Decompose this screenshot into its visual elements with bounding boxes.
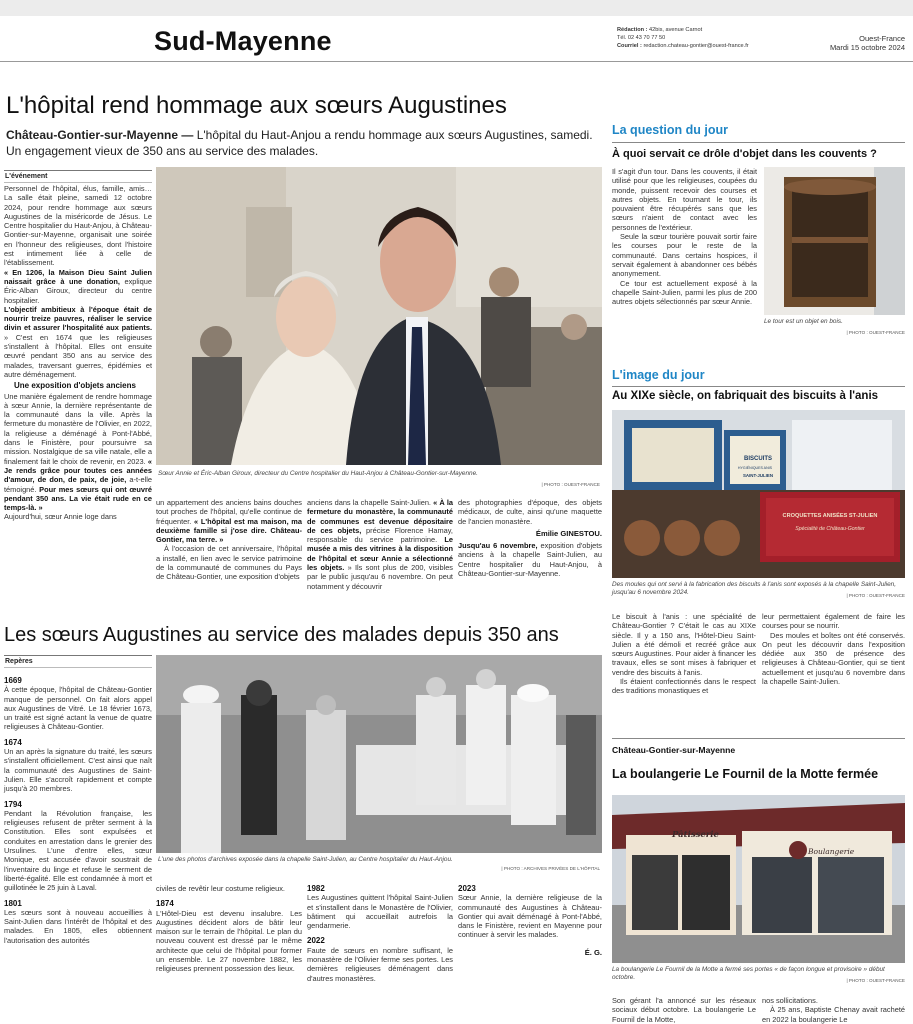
- article-1-p2: explique Éric-Alban Giroux, directeur du centre hospitalier.: [4, 276, 152, 305]
- year-1874: 1874: [156, 899, 174, 909]
- text-1874: L'Hôtel-Dieu est devenu insalubre. Les Augustines décident alors de bâtir leur maison sur le terrain de l'hôpital. Le plan du nouveau couvent est dressé par le même architecte que celui de l'hôpital pour former un ensemble. Le 27 novembre 1882, les religieuses prennent possession des lieux.: [156, 908, 302, 974]
- article-1-p5: Aujourd'hui, sœur Annie loge dans: [4, 512, 117, 522]
- boulangerie-p3: À 25 ans, Baptiste Chenay avait racheté en 2022 la boulangerie Le: [762, 1005, 905, 1024]
- image-title: Au XIXe siècle, on fabriquait des biscuits à l'anis: [612, 390, 879, 402]
- year-1982: 1982: [307, 884, 325, 893]
- image-rule: [612, 386, 905, 387]
- article-1-subhead: Une exposition d'objets anciens: [14, 381, 136, 391]
- box-label-saint-julien: SAINT-JULIEN: [742, 473, 773, 478]
- question-text: [612, 167, 757, 306]
- top-band: [0, 0, 913, 16]
- box-label-biscuits: BISCUITS: [743, 456, 772, 462]
- article-1-c4-p2: exposition d'objets anciens à la chapelle Saint-Julien, au Centre hospitalier du Haut-Anjou, à Château-Gontier-sur-Mayenne.: [458, 541, 602, 579]
- biscuit-credit: | PHOTO : OUEST-FRANCE: [846, 593, 905, 598]
- article-2-col-3: [307, 878, 453, 983]
- publication-info: [830, 34, 905, 52]
- main-photo: [156, 167, 602, 465]
- question-kicker: La question du jour: [612, 123, 728, 137]
- archive-illustration: [156, 655, 602, 853]
- year-1801: 1801: [4, 898, 22, 908]
- article-1-quote-4: Pour mes sœurs qui ont œuvré pendant 350 ans. La vie était rude en ce temps-là. »: [4, 484, 153, 513]
- text-2022: Faute de sœurs en nombre suffisant, le monastère de l'Olivier ferme ses portes. Les dernières religieuses déménagent dans d'autres monastères.: [307, 945, 453, 983]
- article-1-title: L'hôpital rend hommage aux sœurs Augustines: [6, 92, 507, 119]
- image-p1: Le biscuit à l'anis : une spécialité de Château-Gontier ? C'était le cas au XIXe siècle. Il y a 150 ans, l'Hôtel-Dieu Saint-Julien a été démoli et recréé grâce aux sœurs Augustines. Pour aider à financer les travaux, elles se sont mises à fabriquer et vendre des biscuits à l'anis.: [612, 612, 756, 677]
- redaction-address: 42bis, avenue Carnot: [649, 27, 703, 33]
- biscuit-illustration: [612, 410, 905, 578]
- masthead: [0, 16, 913, 62]
- article-1-col-4: [458, 498, 602, 578]
- biscuit-caption: Des moules qui ont servi à la fabrication des biscuits à l'anis sont exposés à la chapelle Saint-Julien, jusqu'au 6 novembre 2024.: [612, 581, 896, 596]
- text-1674: Un an après la signature du traité, les sœurs s'installent officiellement. C'est ainsi que naît la communauté des Augustines de Saint-Julien. Elle s'accroît rapidement et compte jusqu'à 20 membres.: [4, 747, 152, 794]
- boulangerie-title: La boulangerie Le Fournil de la Motte fermée: [612, 767, 879, 781]
- question-photo: [764, 167, 905, 315]
- text-1982: Les Augustines quittent l'hôpital Saint-Julien et s'installent dans le Monastère de l'Olivier, bâtiment qui accueillait autrefois la gendarmerie.: [307, 893, 453, 931]
- image-p3: leur permettaient également de faire les courses pour se nourrir.: [762, 612, 905, 631]
- article-1-c3-p2: précise Florence Hamay, responsable du service patrimoine.: [307, 525, 453, 545]
- box-label-croquettes: CROQUETTES ANISÉES ST-JULIEN: [782, 513, 878, 519]
- article-2-title: Les sœurs Augustines au service des malades depuis 350 ans: [4, 624, 559, 646]
- article-1-col-2: [156, 498, 302, 582]
- year-1674: 1674: [4, 737, 22, 747]
- archive-photo: [156, 655, 602, 853]
- text-1801: Les sœurs sont à nouveau accueillies à Saint-Julien dans l'intérêt de l'hôpital et des malades. En 1805, elles obtiennent l'autorisation des autorités: [4, 907, 152, 945]
- article-1-quote-1: « En 1206, la Maison Dieu Saint Julien naissait grâce à une donation,: [4, 267, 152, 286]
- tour-illustration: [764, 167, 905, 315]
- archive-caption: L'une des photos d'archives exposée dans la chapelle Saint-Julien, au Centre hospitalier du Haut-Anjou.: [158, 856, 453, 863]
- publication-date: Mardi 15 octobre 2024: [829, 43, 905, 52]
- question-credit: | PHOTO : OUEST-FRANCE: [846, 330, 905, 335]
- boulangerie-col-2: [762, 996, 905, 1024]
- main-photo-caption: Sœur Annie et Éric-Alban Giroux, directeur du Centre hospitalier du Haut-Anjou à Château-Gontier-sur-Mayenne.: [158, 470, 478, 477]
- biscuit-photo: [612, 410, 905, 578]
- boulangerie-photo: [612, 795, 905, 963]
- boulangerie-kicker: Château-Gontier-sur-Mayenne: [612, 745, 736, 755]
- article-1-c3-p1: anciens dans la chapelle Saint-Julien.: [307, 498, 431, 507]
- contact-email: redaction.chateau-gontier@ouest-france.fr: [643, 43, 749, 49]
- text-1794: Pendant la Révolution française, les religieuses refusent de prêter serment à la Constitution. Elles sont expulsées et conduites en arrestation dans le grenier des Ursulines. L'une d'entre elles, sœur Monique, est accusée d'avoir soustrait de l'inventaire du linge et refuse le serment de liberté-égalité. Elle est condamnée à mort et guillotinée le 25 juin à Laval.: [4, 808, 152, 893]
- article-2-col-4: [458, 878, 602, 957]
- article-1-quote-2: L'objectif ambitieux à l'époque était de nourrir treize pauvres, réaliser le service divin et assurer l'hospitalité aux patients.: [4, 304, 152, 333]
- boulangerie-col-1: [612, 996, 756, 1024]
- reperes-label: Repères: [4, 655, 152, 668]
- text-1669: À cette époque, l'hôpital de Château-Gontier manque de personnel. On fait alors appel aux Augustines de Vitré. Le 18 février 1673, un traité est signé actant la venue de quatre religieuses à Château-Gontier.: [4, 685, 152, 732]
- boulangerie-p1: Son gérant l'a annoncé sur les réseaux sociaux début octobre. La boulangerie Le Fournil de la Motte,: [612, 996, 756, 1024]
- article-1-signature: Émilie GINESTOU.: [535, 528, 602, 538]
- contact-block: [617, 26, 749, 50]
- article-1-c3-quote-1: « À la fermeture du monastère, la communauté de communes est devenue dépositaire de ces objets,: [307, 498, 453, 535]
- boulangerie-p2: nos sollicitations.: [762, 996, 818, 1005]
- image-p2: Ils étaient confectionnés dans le respect des traditions monastiques et: [612, 677, 756, 696]
- courriel-label: Courriel :: [617, 43, 642, 49]
- article-1-p3: » C'est en 1674 que les religieuses s'installent à l'hôpital. Elles ont ensuite œuvré pendant 350 ans au service des malades, traversant guerres, épidémies et autre déménagement.: [4, 332, 152, 379]
- article-2-signature: É. G.: [584, 947, 602, 957]
- masthead-rule: [0, 61, 913, 62]
- sign-patisserie: Pâtisserie: [672, 830, 719, 840]
- archive-credit: | PHOTO : ARCHIVES PRIVÉES DE L'HÔPITAL: [501, 866, 600, 871]
- article-1-c3-quote-2: Le musée a mis des vitrines à la disposition de l'hôpital et sœur Annie a sélectionné les objets.: [307, 535, 453, 573]
- question-p3: Ce tour est actuellement exposé à la chapelle Saint-Julien, parmi les plus de 200 autres objets sélectionnés par sœur Annie.: [612, 278, 757, 307]
- article-1-quote-3: « Je rends grâce pour toutes ces années d'amour, de don, de paix, de joie,: [4, 456, 152, 485]
- article-2-col-1: [4, 670, 152, 945]
- boulangerie-credit: | PHOTO : OUEST-FRANCE: [846, 978, 905, 983]
- year-1794: 1794: [4, 799, 22, 809]
- article-1-col-1: [4, 184, 152, 522]
- section-name: Sud-Mayenne: [154, 26, 332, 56]
- text-1801-continued: civiles de revêtir leur costume religieux.: [156, 884, 285, 893]
- boulangerie-illustration: [612, 795, 905, 963]
- image-col-1: [612, 612, 756, 696]
- image-p4: Des moules et boîtes ont été conservés. On peut les découvrir dans l'exposition dédiée aux 350 de présence des religieuses à Château-Gontier, qui se tient actuellement et jusqu'au 6 novembre dans la chapelle Saint-Julien.: [762, 630, 905, 687]
- main-photo-credit: | PHOTO : OUEST-FRANCE: [541, 482, 600, 487]
- article-1-lead: [6, 127, 602, 159]
- image-col-2: [762, 612, 905, 686]
- box-label-specialite: Spécialité de Château-Gontier: [795, 526, 865, 532]
- text-2023: Sœur Annie, la dernière religieuse de la communauté des Augustines à Château-Gontier qui avait déménagé à Pont-l'Abbé, dans le Finistère, revient en Mayenne pour continuer à servir les malades.: [458, 893, 602, 940]
- question-p1: Il s'agit d'un tour. Dans les couvents, il était utilisé pour que les religieuses, coupées du monde, puissent recevoir des courses et autres objets. En tournant le tour, ils pouvaient être récupérés sans que les sœurs n'aient de contact avec les personnes de l'extérieur.: [612, 167, 757, 232]
- article-1-c2-p1: un appartement des anciens bains douches tout proches de l'hôpital, qu'elle continue de fréquenter.: [156, 498, 302, 526]
- article-1-c4-p1: des photographies d'époque, des objets médicaux, de culte, ainsi qu'une maquette de l'ancien monastère.: [458, 498, 602, 526]
- article-1-c3-p3: » Ils sont plus de 200, visibles par le public jusqu'au 6 novembre. On peut notamment y découvrir: [307, 563, 454, 591]
- article-1-c2-quote: « L'hôpital est ma maison, ma deuxième famille si j'ose dire. Château-Gontier, ma terre. »: [156, 516, 302, 545]
- evenement-label: L'événement: [4, 170, 152, 183]
- article-1-lead-text: L'hôpital du Haut-Anjou a rendu hommage aux sœurs Augustines, samedi. Un engagement vieux de 350 ans au service des malades.: [6, 128, 593, 158]
- article-1-c2-p2: À l'occasion de cet anniversaire, l'hôpital a installé, en lien avec le service patrimoine de la communauté de communes du Pays de Château-Gontier, une exposition d'objets: [156, 544, 302, 582]
- article-1-col-3: [307, 498, 453, 591]
- contact-tel: Tél. 02 43 70 77 50: [617, 35, 666, 41]
- year-2022: 2022: [307, 936, 325, 946]
- question-rule: [612, 142, 905, 143]
- article-2-col-2: [156, 884, 302, 974]
- photo-illustration: [156, 167, 602, 465]
- publication-name: Ouest-France: [859, 34, 905, 43]
- redaction-label: Rédaction :: [617, 27, 648, 33]
- box-label-hygieniques: HYGIÉNIQUES ANIS: [737, 466, 773, 470]
- article-1-c4-bold: Jusqu'au 6 novembre,: [458, 541, 538, 551]
- question-title: À quoi servait ce drôle d'objet dans les couvents ?: [612, 148, 877, 160]
- article-1-dateline: Château-Gontier-sur-Mayenne —: [6, 128, 194, 142]
- year-1669: 1669: [4, 676, 22, 685]
- boulangerie-caption: La boulangerie Le Fournil de la Motte a fermé ses portes « de façon longue et provisoire » début octobre.: [612, 966, 885, 981]
- question-p2: Seule la sœur tourière pouvait sortir faire les courses pour le reste de la communauté. Dans certains hospices, il servait également à abandonner ces bébés anonymement.: [612, 232, 757, 279]
- image-kicker: L'image du jour: [612, 368, 705, 382]
- article-1-p4b: a-t-elle témoigné.: [4, 475, 152, 494]
- article-1-p4: Une manière également de rendre hommage à sœur Annie, la dernière représentante de la communauté dans la ville. Après la fermeture du monastère de l'Olivier, en 2022, la religieuse a déménagé à Pont-l'Abbé, dans le Finistère, pour poursuivre sa mission. Nostalgique de sa ville natale, elle a finalement fait le choix de revenir, en 2023.: [4, 391, 152, 466]
- question-caption: Le tour est un objet en bois.: [764, 318, 843, 325]
- sign-boulangerie: Boulangerie: [808, 847, 855, 856]
- boulangerie-rule: [612, 738, 905, 739]
- article-1-p1: Personnel de l'hôpital, élus, famille, amis… La salle était pleine, samedi 12 octobre 2024, pour rendre hommage aux sœurs Augustines de la miséricorde de Jésus. Le Centre hospitalier du Haut-Anjou, à Château-Gontier-sur-Mayenne, organisait une soirée en l'honneur des religieuses, dont l'histoire est intimement liée à celle de l'établissement.: [4, 184, 152, 268]
- year-2023: 2023: [458, 884, 476, 893]
